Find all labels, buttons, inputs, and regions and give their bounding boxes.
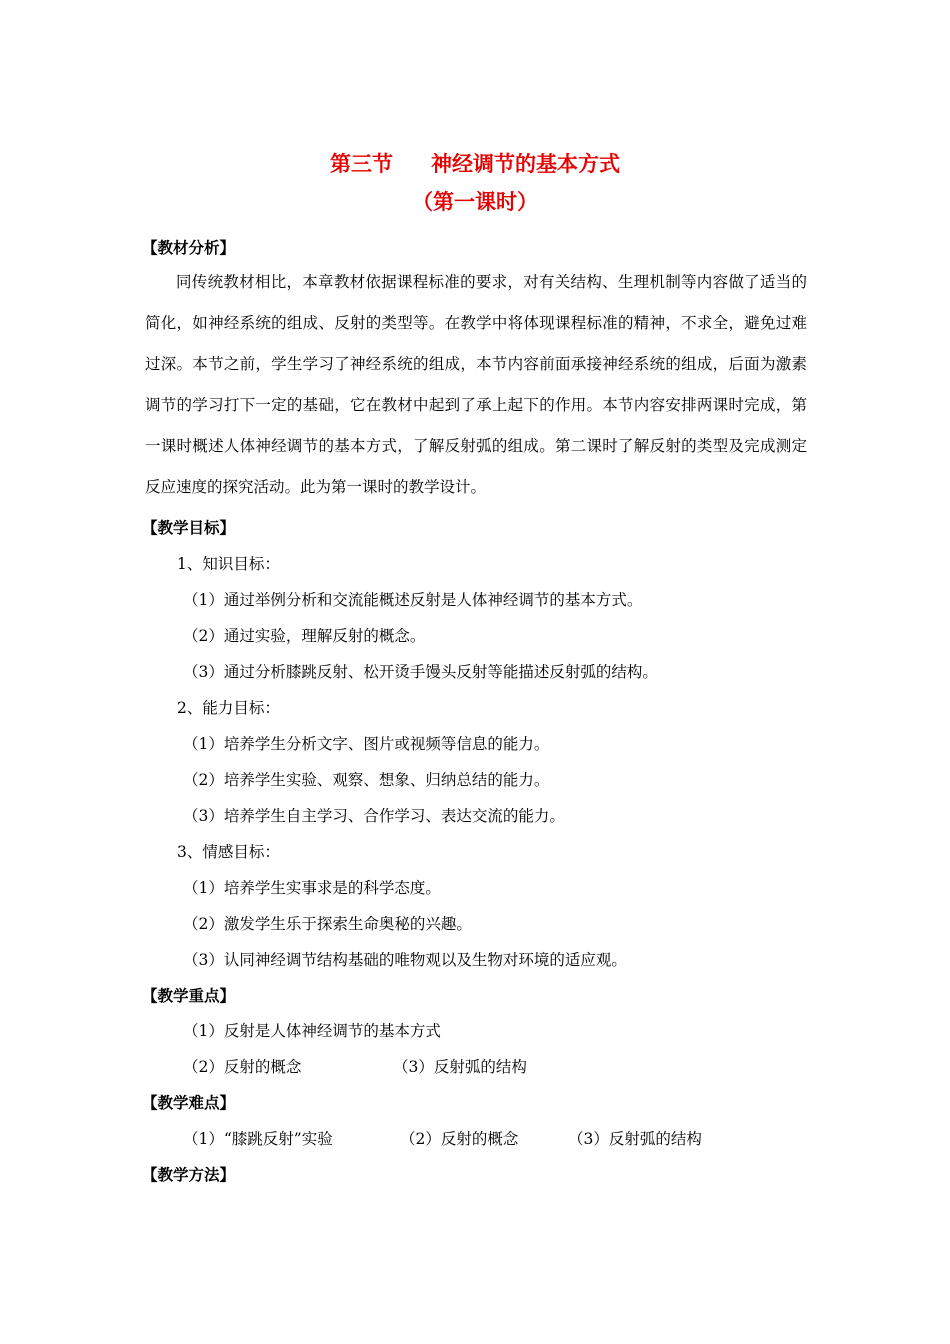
goal-emotion-item: （3）认同神经调节结构基础的唯物观以及生物对环境的适应观。 <box>183 951 627 969</box>
section-name: 神经调节的基本方式 <box>431 152 620 176</box>
goal-emotion-label: 3、情感目标： <box>177 843 280 861</box>
page-title <box>0 148 950 178</box>
heading-difficulties: 【教学难点】 <box>142 1094 236 1112</box>
goal-emotion-item: （2）激发学生乐于探索生命奥秘的兴趣。 <box>183 915 472 933</box>
key-point-item: （1）反射是人体神经调节的基本方式 <box>183 1022 441 1040</box>
section-number: 第三节 <box>330 152 393 176</box>
goal-knowledge-item: （2）通过实验，理解反射的概念。 <box>183 627 426 645</box>
difficulty-item: （2）反射的概念 <box>400 1130 519 1148</box>
goal-ability-label: 2、能力目标： <box>177 699 280 717</box>
heading-analysis: 【教材分析】 <box>142 239 236 257</box>
key-point-item: （2）反射的概念 <box>183 1058 302 1076</box>
goal-knowledge-label: 1、知识目标： <box>177 555 280 573</box>
analysis-paragraph: 同传统教材相比，本章教材依据课程标准的要求，对有关结构、生理机制等内容做了适当的简化，如神经系统的组成、反射的类型等。在教学中将体现课程标准的精神，不求全，避免过难过深。本节之前，学生学习了神经系统的组成，本节内容前面承接神经系统的组成，后面为激素调节的学习打下一定的基础，它在教材中起到了承上起下的作用。本节内容安排两课时完成，第一课时概述人体神经调节的基本方式，了解反射弧的组成。第二课时了解反射的类型及完成测定反应速度的探究活动。此为第一课时的教学设计。 <box>145 273 807 496</box>
key-point-item: （3）反射弧的结构 <box>393 1058 527 1076</box>
goal-ability-item: （3）培养学生自主学习、合作学习、表达交流的能力。 <box>183 807 565 825</box>
heading-methods: 【教学方法】 <box>142 1166 236 1184</box>
page-subtitle: （第一课时） <box>412 190 538 214</box>
goal-ability-item: （1）培养学生分析文字、图片或视频等信息的能力。 <box>183 735 550 753</box>
goal-ability-item: （2）培养学生实验、观察、想象、归纳总结的能力。 <box>183 771 550 789</box>
difficulty-item: （3）反射弧的结构 <box>568 1130 702 1148</box>
difficulty-item: （1）“膝跳反射”实验 <box>183 1130 333 1148</box>
goal-emotion-item: （1）培养学生实事求是的科学态度。 <box>183 879 441 897</box>
goal-knowledge-item: （3）通过分析膝跳反射、松开烫手馒头反射等能描述反射弧的结构。 <box>183 663 658 681</box>
goal-knowledge-item: （1）通过举例分析和交流能概述反射是人体神经调节的基本方式。 <box>183 591 643 609</box>
heading-key-points: 【教学重点】 <box>142 987 236 1005</box>
heading-goals: 【教学目标】 <box>142 519 236 537</box>
